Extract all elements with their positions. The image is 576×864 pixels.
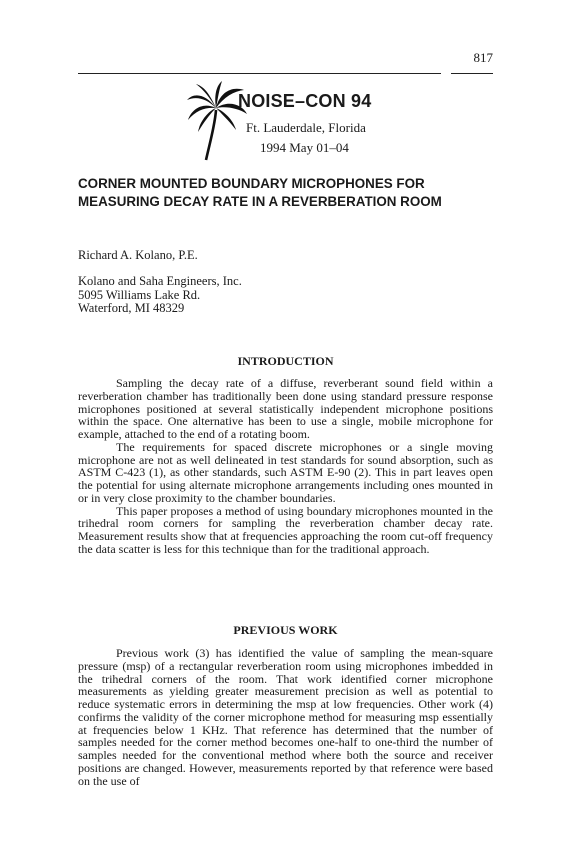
introduction-body — [78, 377, 493, 556]
page-number: 817 — [473, 50, 493, 65]
paragraph: Previous work (3) has identified the value of sampling the mean-square pressure (msp) of a rectangular reverberation room using microphones imbedded in the trihedral corners of the room. That work identified corner microphone measurements as yielding greater measurement precision as well as potential to reduce systematic errors in determining the msp at low frequencies. Other work (4) confirms the validity of the corner microphone method for measuring msp essentially at frequencies below 1 KHz. That reference has determined that the number of samples needed for the corner method becomes one-half to one-third the number of samples needed for the conventional method where both the source and receiver positions are changed. However, measurements reported by that reference were based on the use of — [78, 646, 493, 788]
previous-work-body — [78, 647, 493, 787]
affiliation — [78, 275, 242, 316]
affiliation-line: 5095 Williams Lake Rd. — [78, 287, 201, 302]
conference-name: NOISE–CON 94 — [238, 91, 372, 111]
affiliation-line: Waterford, MI 48329 — [78, 301, 185, 315]
paper-title — [78, 175, 498, 211]
author-name: Richard A. Kolano, P.E. — [78, 248, 198, 262]
conference-location: Ft. Lauderdale, Florida — [246, 120, 366, 135]
header-rule-right — [451, 73, 493, 74]
section-heading-introduction: INTRODUCTION — [237, 354, 334, 368]
header-rule-left — [78, 73, 441, 74]
paragraph: Sampling the decay rate of a diffuse, reverberant sound field within a reverberation chamber has traditionally been done using standard pressure response microphones positioned at several statistically independent microphone positions within the space. One alternative has been to use a single, mobile microphone for example, attached to the end of a rotating boom. — [78, 376, 493, 441]
paragraph: The requirements for spaced discrete microphones or a single moving microphone are not as well delineated in test standards for sound absorption, such as ASTM C-423 (1), as other standards, such ASTM E-90 (2). This in part leaves open the potential for using alternate microphone arrangements including ones mounted in or in very close proximity to the chamber boundaries. — [78, 439, 493, 505]
paper-title-line: MEASURING DECAY RATE IN A REVERBERATION ROOM — [78, 194, 442, 209]
section-heading-previous-work: PREVIOUS WORK — [233, 623, 338, 637]
paper-title-line: CORNER MOUNTED BOUNDARY MICROPHONES FOR — [78, 176, 425, 191]
conference-date: 1994 May 01–04 — [260, 140, 349, 155]
paragraph: This paper proposes a method of using boundary microphones mounted in the trihedral room corners for sampling the reverberation chamber decay rate. Measurement results show that at frequencies approaching the room cut-off frequency the data scatter is less for this technique than for the traditional approach. — [78, 503, 493, 556]
affiliation-line: Kolano and Saha Engineers, Inc. — [78, 274, 242, 288]
